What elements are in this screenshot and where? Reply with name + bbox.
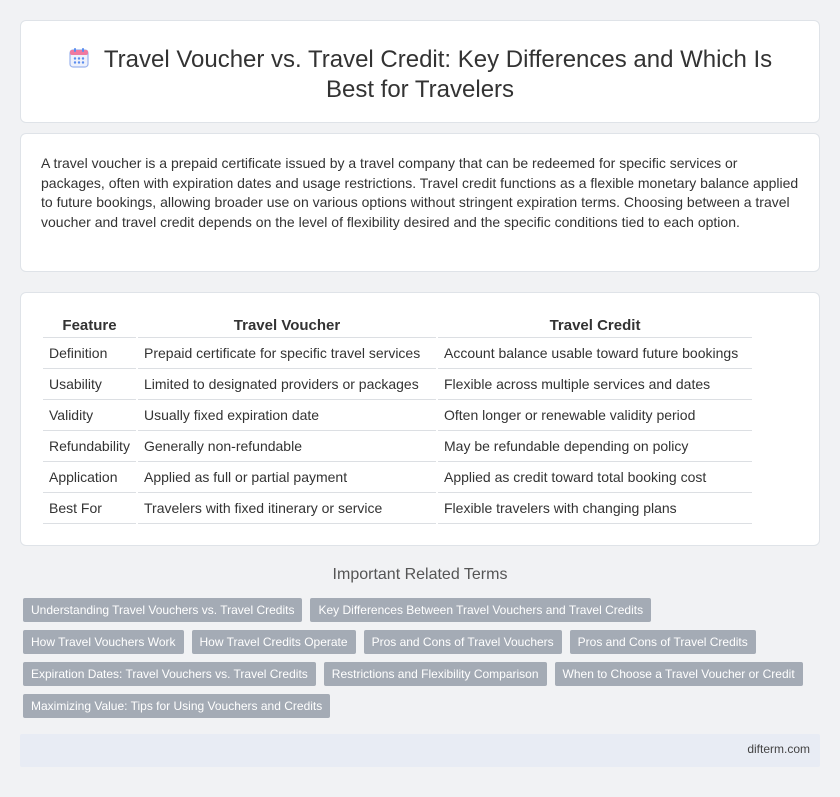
table-cell: Account balance usable toward future bookings xyxy=(437,337,753,368)
page-title: Travel Voucher vs. Travel Credit: Key Differences and Which Is Best for Travelers xyxy=(103,46,773,103)
table-row xyxy=(43,399,753,430)
header-travel-credit: Travel Credit xyxy=(437,313,753,337)
intro-paragraph: A travel voucher is a prepaid certificate issued by a travel company that can be redeemed for specific services or packages, often with expiration dates and usage restrictions. Travel credit functions as a flexible monetary balance applied to future bookings, allowing broader use on various options without stringent expiration terms. Choosing between a travel voucher and travel credit depends on the level of flexibility desired and the specific conditions tied to each option. xyxy=(41,155,799,230)
related-term-link[interactable]: Understanding Travel Vouchers vs. Travel Credits xyxy=(23,598,302,622)
table-row xyxy=(43,430,753,461)
related-terms-title: Important Related Terms xyxy=(332,566,508,583)
related-term-link[interactable]: Expiration Dates: Travel Vouchers vs. Travel Credits xyxy=(23,662,316,686)
related-term-link[interactable]: Pros and Cons of Travel Vouchers xyxy=(364,630,562,654)
header-travel-voucher: Travel Voucher xyxy=(137,313,437,337)
table-cell: Flexible travelers with changing plans xyxy=(437,492,753,523)
table-cell: Usability xyxy=(43,368,137,399)
related-term-link[interactable]: How Travel Credits Operate xyxy=(192,630,356,654)
calendar-icon xyxy=(68,47,90,69)
table-cell: Applied as credit toward total booking cost xyxy=(437,461,753,492)
footer-site-name: difterm.com xyxy=(747,742,810,756)
related-term-link[interactable]: How Travel Vouchers Work xyxy=(23,630,184,654)
table-cell: Flexible across multiple services and dates xyxy=(437,368,753,399)
table-row xyxy=(43,492,753,523)
table-header-row xyxy=(43,313,753,337)
related-term-link[interactable]: Maximizing Value: Tips for Using Vouchers and Credits xyxy=(23,694,330,718)
table-cell: Best For xyxy=(43,492,137,523)
related-term-link[interactable]: Pros and Cons of Travel Credits xyxy=(570,630,756,654)
header-feature: Feature xyxy=(43,313,137,337)
related-term-link[interactable]: Key Differences Between Travel Vouchers and Travel Credits xyxy=(310,598,651,622)
table-cell: Definition xyxy=(43,337,137,368)
table-row xyxy=(43,337,753,368)
table-cell: Prepaid certificate for specific travel services xyxy=(137,337,437,368)
table-cell: Applied as full or partial payment xyxy=(137,461,437,492)
table-cell: Refundability xyxy=(43,430,137,461)
table-cell: Application xyxy=(43,461,137,492)
table-cell: Limited to designated providers or packages xyxy=(137,368,437,399)
related-term-link[interactable]: When to Choose a Travel Voucher or Credit xyxy=(555,662,803,686)
page-title-wrap xyxy=(21,45,819,105)
related-terms-list xyxy=(23,598,813,718)
table-cell: Generally non-refundable xyxy=(137,430,437,461)
table-row xyxy=(43,461,753,492)
comparison-table xyxy=(43,313,754,524)
related-term-link[interactable]: Restrictions and Flexibility Comparison xyxy=(324,662,547,686)
table-row xyxy=(43,368,753,399)
table-cell: May be refundable depending on policy xyxy=(437,430,753,461)
comparison-table-card xyxy=(20,292,820,546)
table-cell: Often longer or renewable validity period xyxy=(437,399,753,430)
intro-card xyxy=(20,133,820,272)
footer xyxy=(20,734,820,767)
table-cell: Validity xyxy=(43,399,137,430)
table-cell: Usually fixed expiration date xyxy=(137,399,437,430)
header-card xyxy=(20,20,820,123)
table-cell: Travelers with fixed itinerary or service xyxy=(137,492,437,523)
